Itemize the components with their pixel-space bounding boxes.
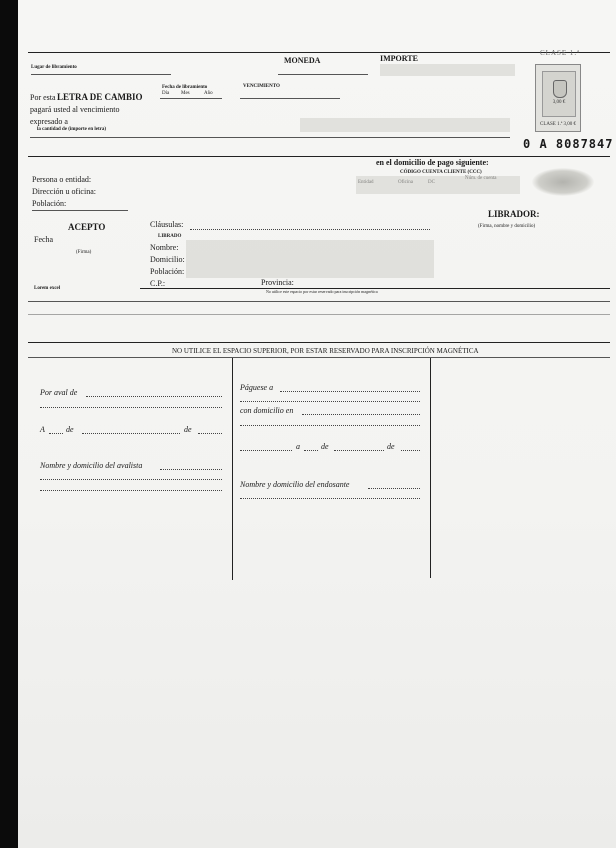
- firma-label: (Firma): [76, 250, 92, 255]
- a-year-line: [198, 433, 222, 434]
- cantidad-label: la cantidad de (importe en letra): [37, 127, 107, 132]
- rosette-seal-icon: [532, 168, 594, 196]
- clase-label: CLASE 1.ª: [540, 49, 581, 57]
- poblacion-line: [32, 210, 128, 211]
- reverse-notice-rule: [28, 357, 610, 358]
- moneda-line: [278, 74, 368, 75]
- endosante-line-1: [368, 488, 420, 489]
- poblacion-label: Población:: [32, 199, 67, 208]
- provincia-label: Provincia:: [261, 278, 294, 287]
- serial-number: 0 A 8087847: [523, 137, 614, 151]
- ano-label: Año: [204, 91, 213, 96]
- fecha-line: [160, 98, 222, 99]
- dia-label: Día: [162, 91, 170, 96]
- stamp-caption: CLASE 1.ª 3,00 €: [540, 122, 576, 127]
- a-label: A: [40, 425, 45, 434]
- lugar-line: [31, 74, 171, 75]
- con-domicilio-line: [302, 414, 420, 415]
- nombre-avalista-label: Nombre y domicilio del avalista: [40, 461, 143, 470]
- left-column-divider: [232, 358, 233, 580]
- paguese-line: [280, 391, 420, 392]
- lugar-libramiento-label: Lugar de libramiento: [31, 65, 77, 70]
- de-label-2: de: [184, 425, 192, 434]
- por-aval-line-2: [40, 407, 222, 408]
- endoso-place-line: [240, 450, 292, 451]
- por-aval-label: Por aval de: [40, 388, 78, 397]
- nombre-label: Nombre:: [150, 243, 179, 252]
- de-label-1: de: [66, 425, 74, 434]
- letra-de-cambio-title: LETRA DE CAMBIO: [57, 92, 143, 102]
- avalista-line-1: [160, 469, 222, 470]
- clausulas-line: [190, 229, 430, 230]
- a-month-line: [82, 433, 180, 434]
- de-label-4: de: [387, 442, 395, 451]
- paguese-line-2: [240, 401, 420, 402]
- por-esta-text: Por esta: [30, 93, 56, 102]
- importe-label: IMPORTE: [380, 54, 418, 63]
- con-domicilio-label: con domicilio en: [240, 406, 294, 415]
- fecha-libramiento-label: Fecha de libramiento: [162, 85, 208, 90]
- ccc-box: [356, 176, 520, 194]
- cp-label: C.P.:: [150, 279, 166, 288]
- endoso-month-line: [334, 450, 384, 451]
- fecha-label: Fecha: [34, 235, 54, 244]
- poblacion2-label: Población:: [150, 267, 185, 276]
- bottom-left-label: Lorem excel: [34, 286, 61, 291]
- cantidad-box: [300, 118, 510, 132]
- librado-label: LIBRADO: [158, 234, 182, 239]
- mes-label: Mes: [181, 91, 190, 96]
- a2-label: a: [296, 442, 300, 451]
- right-column-divider: [430, 358, 431, 578]
- fiscal-stamp: [535, 64, 581, 132]
- cantidad-line: [30, 137, 510, 138]
- direccion-label: Dirección u oficina:: [32, 187, 96, 196]
- clausulas-label: Cláusulas:: [150, 220, 184, 229]
- stamp-frame: [542, 71, 576, 117]
- middle-rule: [28, 156, 610, 157]
- moneda-label: MONEDA: [284, 56, 321, 65]
- coat-of-arms-icon: [553, 80, 567, 98]
- domicilio-pago-label: en el domicilio de pago siguiente:: [376, 158, 489, 167]
- domicilio-label: Domicilio:: [150, 255, 185, 264]
- paguese-label: Páguese a: [240, 383, 274, 392]
- scan-left-border: [0, 0, 18, 848]
- top-rule: [28, 52, 610, 53]
- acepto-label: ACEPTO: [68, 222, 106, 232]
- reverse-top-rule: [28, 342, 610, 343]
- nombre-endosante-label: Nombre y domicilio del endosante: [240, 480, 350, 489]
- ccc-label: CÓDIGO CUENTA CLIENTE (CCC): [400, 170, 482, 175]
- pagara-text: pagará usted al vencimiento: [30, 105, 120, 114]
- vencimiento-label: VENCIMIENTO: [243, 84, 280, 89]
- cut-rule-2: [28, 314, 610, 315]
- a-day-line: [49, 433, 63, 434]
- persona-label: Persona o entidad:: [32, 175, 92, 184]
- por-aval-line: [86, 396, 222, 397]
- librado-box: [186, 240, 434, 278]
- endoso-year-line: [401, 450, 420, 451]
- endosante-line-2: [240, 498, 420, 499]
- reservado-small-text: No utilice este espacio por estar reservado para inscripción magnética: [266, 289, 378, 294]
- avalista-line-3: [40, 490, 222, 491]
- endoso-day-line: [304, 450, 318, 451]
- de-label-3: de: [321, 442, 329, 451]
- librador-label: LIBRADOR:: [488, 209, 540, 219]
- expresado-text: expresado a: [30, 117, 68, 126]
- no-utilice-notice: NO UTILICE EL ESPACIO SUPERIOR, POR ESTAR RESERVADO PARA INSCRIPCIÓN MAGNÉTICA: [172, 347, 479, 355]
- con-domicilio-line-2: [240, 425, 420, 426]
- vencimiento-line: [240, 98, 340, 99]
- stamp-value: 3,00 €: [552, 100, 566, 105]
- cut-rule-1: [28, 301, 610, 302]
- avalista-line-2: [40, 479, 222, 480]
- librador-sub-label: (Firma, nombre y domicilio): [478, 224, 536, 229]
- importe-box: [380, 64, 515, 76]
